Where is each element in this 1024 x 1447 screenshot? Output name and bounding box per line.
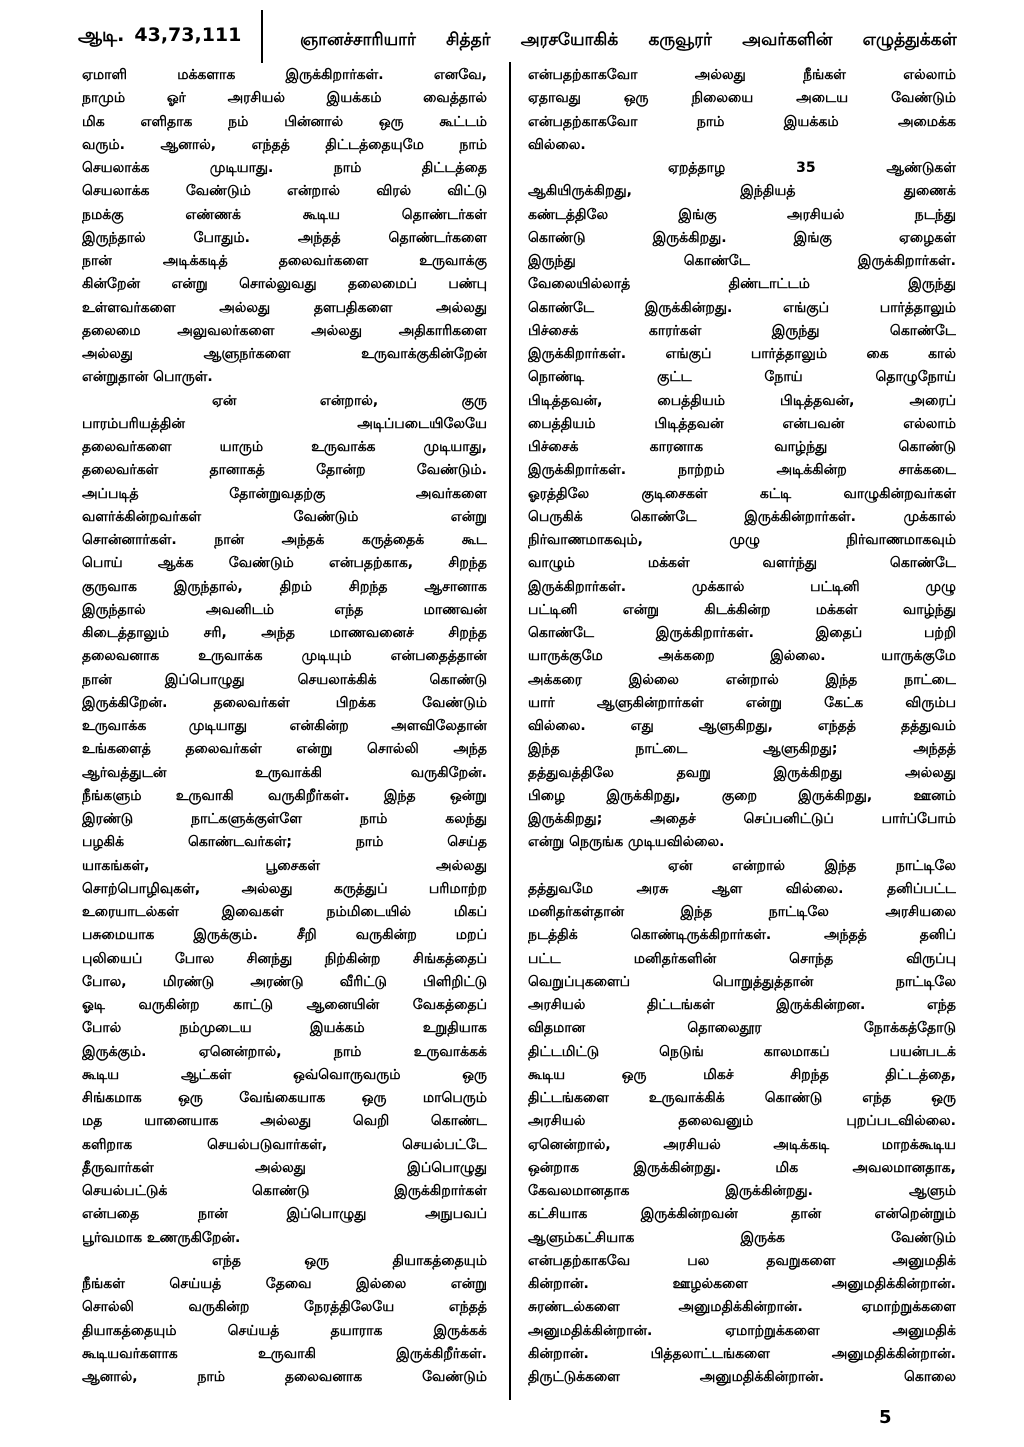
text-line: என்பதை நான் இப்பொழுது அநுபவப் — [82, 1206, 487, 1223]
paragraph — [528, 64, 956, 157]
text-line: பாரம்பரியத்தின் அடிப்படையிலேயே — [82, 415, 487, 432]
text-line: அரசியல் திட்டங்கள் இருக்கின்றன. எந்த — [528, 997, 956, 1013]
text-line: சொல்லி வருகின்ற நேரத்திலேயே எந்தத் — [82, 1299, 487, 1316]
text-line: செயலாக்க வேண்டும் என்றால் விரல் விட்டு — [82, 183, 487, 200]
text-line: இருக்கிறார்கள். நாற்றம் அடிக்கின்ற சாக்கடை — [528, 462, 956, 479]
text-line: பசுமையாக இருக்கும். சீறி வருகின்ற மறப் — [82, 927, 487, 944]
text-line: பொய் ஆக்க வேண்டும் என்பதற்காக, சிறந்த — [82, 555, 487, 572]
text-line: இருந்தால் அவனிடம் எந்த மாணவன் — [82, 601, 487, 618]
right-column — [528, 64, 956, 1389]
text-line: கட்சியாக இருக்கின்றவன் தான் என்றென்றும் — [528, 1206, 956, 1223]
text-line: போல, மிரண்டு அரண்டு வீரிட்டு பிளிறிட்டு — [82, 973, 487, 990]
text-line: செயலாக்க முடியாது. நாம் திட்டத்தை — [82, 160, 487, 176]
text-line: பட்டினி என்று கிடக்கின்ற மக்கள் வாழ்ந்து — [528, 601, 956, 618]
text-line: யாருக்குமே அக்கறை இல்லை. யாருக்குமே — [528, 648, 956, 665]
text-line: என்பதற்காகவோ அல்லது நீங்கள் எல்லாம் — [528, 67, 956, 83]
paragraph — [82, 390, 487, 1250]
text-line: சொற்பொழிவுகள், அல்லது கருத்துப் பரிமாற்ற — [82, 880, 487, 897]
text-line: தியாகத்தையும் செய்யத் தயாராக இருக்கக் — [82, 1322, 487, 1339]
header-number: 43,73,111 — [134, 24, 242, 46]
text-line: போல் நம்முடைய இயக்கம் உறுதியாக — [82, 1020, 487, 1037]
text-line: செயல்பட்டுக் கொண்டு இருக்கிறார்கள் — [82, 1183, 487, 1199]
text-line: ஓடி வருகின்ற காட்டு ஆனையின் வேகத்தைப் — [82, 997, 487, 1013]
text-line: சுரண்டல்களை அனுமதிக்கின்றான். ஏமாற்றுக்களை — [528, 1299, 956, 1316]
text-line: கூடிய ஆட்கள் ஒவ்வொருவரும் ஒரு — [82, 1066, 487, 1083]
text-line: கொண்டு இருக்கிறது. இங்கு ஏழைகள் — [528, 229, 956, 246]
text-line: தலைமை அலுவலர்களை அல்லது அதிகாரிகளை — [82, 322, 487, 339]
text-line: வேலையில்லாத் திண்டாட்டம் இருந்து — [528, 276, 956, 293]
text-line: மனிதர்கள்தான் இந்த நாட்டிலே அரசியலை — [528, 904, 956, 920]
page-number: 5 — [879, 1407, 892, 1428]
text-line: வில்லை. — [528, 136, 586, 153]
text-line: என்பதற்காகவே பல தவறுகளை அனுமதிக் — [528, 1252, 956, 1269]
text-line: பெருகிக் கொண்டே இருக்கின்றார்கள். முக்கால் — [528, 508, 956, 525]
text-line: புலியைப் போல சினந்து நிற்கின்ற சிங்கத்தைப் — [82, 950, 487, 967]
text-line: என்று நெருங்க முடியவில்லை. — [528, 834, 725, 851]
text-line: திட்டமிட்டு நெடுங் காலமாகப் பயன்படக் — [528, 1043, 956, 1060]
text-line: பூர்வமாக உணருகிறேன். — [82, 1229, 241, 1246]
text-line: இருக்கிறார்கள். எங்குப் பார்த்தாலும் கை கால் — [528, 346, 956, 362]
text-line: உங்களைத் தலைவர்கள் என்று சொல்லி அந்த — [82, 741, 487, 758]
text-line: தீருவார்கள் அல்லது இப்பொழுது — [82, 1159, 487, 1176]
text-line: நீங்கள் செய்யத் தேவை இல்லை என்று — [82, 1276, 487, 1292]
text-line: ஏன் என்றால், குரு — [212, 392, 487, 409]
text-line: நீங்களும் உருவாகி வருகிறீர்கள். இந்த ஒன்று — [82, 787, 487, 804]
paragraph — [82, 64, 487, 390]
header-title: ஞானச்சாரியார் சித்தர் அரசயோகிக் கருவூரர் அவர்களின் எழுத்துக்கள் — [300, 30, 957, 50]
text-line: ஓரத்திலே குடிசைகள் கட்டி வாழுகின்றவர்கள் — [528, 485, 956, 502]
text-line: ஆனால், நாம் தலைவனாக வேண்டும் — [82, 1369, 487, 1385]
text-line: பட்ட மனிதர்களின் சொந்த விருப்பு — [528, 950, 956, 967]
text-line: வரும். ஆனால், எந்தத் திட்டத்தையுமே நாம் — [82, 136, 487, 153]
text-line: பிடித்தவன், பைத்தியம் பிடித்தவன், அரைப் — [528, 392, 956, 409]
paragraph — [82, 1250, 487, 1390]
text-line: ஏன் என்றால் இந்த நாட்டிலே — [668, 857, 956, 874]
text-line: ஆர்வத்துடன் உருவாக்கி வருகிறேன். — [82, 764, 487, 781]
text-line: கின்றேன் என்று சொல்லுவது தலைமைப் பண்பு — [82, 276, 487, 293]
text-line: கேவலமானதாக இருக்கின்றது. ஆளும் — [528, 1183, 956, 1199]
header-date — [78, 21, 250, 49]
header-month: ஆடி. — [78, 24, 125, 46]
text-line: உரையாடல்கள் இவைகள் நம்மிடையில் மிகப் — [82, 904, 487, 920]
text-line: இரண்டு நாட்களுக்குள்ளே நாம் கலந்து — [82, 811, 487, 827]
text-line: கூடிய ஒரு மிகச் சிறந்த திட்டத்தை, — [528, 1066, 956, 1083]
text-line: கின்றான். பித்தலாட்டங்களை அனுமதிக்கின்றான். — [528, 1345, 956, 1362]
paragraph — [528, 855, 956, 1390]
text-line: நமக்கு எண்ணக் கூடிய தொண்டர்கள் — [82, 206, 487, 223]
text-line: குருவாக இருந்தால், திறம் சிறந்த ஆசானாக — [82, 578, 487, 595]
text-line: ஆளும்கட்சியாக இருக்க வேண்டும் — [528, 1229, 956, 1246]
text-line: தலைவனாக உருவாக்க முடியும் என்பதைத்தான் — [82, 648, 487, 665]
text-line: ஏமாளி மக்களாக இருக்கிறார்கள். எனவே, — [82, 67, 487, 83]
text-line: எந்த ஒரு தியாகத்தையும் — [212, 1252, 487, 1269]
text-line: நடத்திக் கொண்டிருக்கிறார்கள். அந்தத் தனிப் — [528, 927, 956, 944]
text-line: அனுமதிக்கின்றான். ஏமாற்றுக்களை அனுமதிக் — [528, 1322, 956, 1339]
text-line: வில்லை. எது ஆளுகிறது, எந்தத் தத்துவம் — [528, 718, 956, 734]
text-line: அரசியல் தலைவனும் புறப்படவில்லை. — [528, 1113, 956, 1130]
text-line: தலைவர்கள் தானாகத் தோன்ற வேண்டும். — [82, 462, 487, 479]
text-line: வாழும் மக்கள் வளர்ந்து கொண்டே — [528, 555, 956, 572]
text-line: இருக்கும். ஏனென்றால், நாம் உருவாக்கக் — [82, 1043, 487, 1060]
text-line: ஏனென்றால், அரசியல் அடிக்கடி மாறக்கூடிய — [528, 1136, 956, 1153]
text-line: பிழை இருக்கிறது, குறை இருக்கிறது, ஊனம் — [528, 787, 956, 804]
text-line: சிங்கமாக ஒரு வேங்கையாக ஒரு மாபெரும் — [82, 1090, 487, 1106]
text-line: வெறுப்புகளைப் பொறுத்துத்தான் நாட்டிலே — [528, 973, 956, 990]
text-line: விதமான தொலைதூர நோக்கத்தோடு — [528, 1020, 956, 1037]
header-divider — [261, 10, 263, 63]
text-line: நிர்வாணமாகவும், முழு நிர்வாணமாகவும் — [528, 532, 956, 548]
text-line: தலைவர்களை யாரும் உருவாக்க முடியாது, — [82, 439, 487, 455]
text-line: என்றுதான் பொருள். — [82, 369, 213, 386]
text-line: ஆகியிருக்கிறது, இந்தியத் துணைக் — [528, 183, 956, 200]
text-line: உள்ளவர்களை அல்லது தளபதிகளை அல்லது — [82, 299, 487, 316]
text-line: பிச்சைக் காரர்கள் இருந்து கொண்டே — [528, 322, 956, 339]
text-line: களிறாக செயல்படுவார்கள், செயல்பட்டே — [82, 1136, 487, 1153]
text-line: அல்லது ஆளுநர்களை உருவாக்குகின்றேன் — [82, 346, 487, 362]
text-line: ஒன்றாக இருக்கின்றது. மிக அவலமானதாக, — [528, 1159, 956, 1176]
text-line: இருக்கிறேன். தலைவர்கள் பிறக்க வேண்டும் — [82, 694, 487, 711]
text-line: நான் அடிக்கடித் தலைவர்களை உருவாக்கு — [82, 253, 487, 269]
text-line: கண்டத்திலே இங்கு அரசியல் நடந்து — [528, 206, 956, 223]
text-line: உருவாக்க முடியாது என்கின்ற அளவிலேதான் — [82, 718, 487, 734]
text-line: நாமும் ஓர் அரசியல் இயக்கம் வைத்தால் — [82, 90, 487, 107]
text-line: இருக்கிறார்கள். முக்கால் பட்டினி முழு — [528, 578, 956, 595]
text-line: ஏறத்தாழ 35 ஆண்டுகள் — [668, 160, 956, 176]
text-line: இந்த நாட்டை ஆளுகிறது; அந்தத் — [528, 741, 956, 758]
text-line: அப்படித் தோன்றுவதற்கு அவர்களை — [82, 485, 487, 502]
text-line: கொண்டே இருக்கின்றது. எங்குப் பார்த்தாலும் — [528, 299, 956, 316]
text-line: சொன்னார்கள். நான் அந்தக் கருத்தைக் கூட — [82, 532, 487, 548]
text-line: திருட்டுக்களை அனுமதிக்கின்றான். கொலை — [528, 1369, 956, 1385]
text-line: கிடைத்தாலும் சரி, அந்த மாணவனைச் சிறந்த — [82, 625, 487, 641]
left-column — [82, 64, 487, 1389]
text-line: என்பதற்காகவோ நாம் இயக்கம் அமைக்க — [528, 113, 956, 130]
text-line: தத்துவத்திலே தவறு இருக்கிறது அல்லது — [528, 764, 956, 781]
text-line: வளர்க்கின்றவர்கள் வேண்டும் என்று — [82, 508, 487, 525]
text-line: யாகங்கள், பூசைகள் அல்லது — [82, 857, 487, 874]
text-line: அக்கரை இல்லை என்றால் இந்த நாட்டை — [528, 671, 956, 688]
column-divider — [509, 62, 511, 1400]
text-line: இருந்து கொண்டே இருக்கிறார்கள். — [528, 253, 956, 269]
text-line: இருக்கிறது; அதைச் செப்பனிட்டுப் பார்ப்போம் — [528, 811, 956, 827]
text-line: திட்டங்களை உருவாக்கிக் கொண்டு எந்த ஒரு — [528, 1090, 956, 1106]
text-line: மிக எளிதாக நம் பின்னால் ஒரு கூட்டம் — [82, 113, 487, 130]
text-line: இருந்தால் போதும். அந்தத் தொண்டர்களை — [82, 229, 487, 246]
paragraph — [528, 157, 956, 855]
text-line: தத்துவமே அரசு ஆள வில்லை. தனிப்பட்ட — [528, 880, 956, 897]
text-line: பிச்சைக் காரனாக வாழ்ந்து கொண்டு — [528, 439, 956, 455]
text-line: ஏதாவது ஒரு நிலையை அடைய வேண்டும் — [528, 90, 956, 107]
text-line: கின்றான். ஊழல்களை அனுமதிக்கின்றான். — [528, 1276, 956, 1292]
text-line: மத யானையாக அல்லது வெறி கொண்ட — [82, 1113, 487, 1130]
text-line: நான் இப்பொழுது செயலாக்கிக் கொண்டு — [82, 671, 487, 688]
text-line: கொண்டே இருக்கிறார்கள். இதைப் பற்றி — [528, 625, 956, 641]
text-line: கூடியவர்களாக உருவாகி இருக்கிறீர்கள். — [82, 1345, 487, 1362]
text-line: நொண்டி குட்ட நோய் தொழுநோய் — [528, 369, 956, 386]
text-line: பழகிக் கொண்டவர்கள்; நாம் செய்த — [82, 834, 487, 851]
text-line: பைத்தியம் பிடித்தவன் என்பவன் எல்லாம் — [528, 415, 956, 432]
text-line: யார் ஆளுகின்றார்கள் என்று கேட்க விரும்ப — [528, 694, 956, 711]
